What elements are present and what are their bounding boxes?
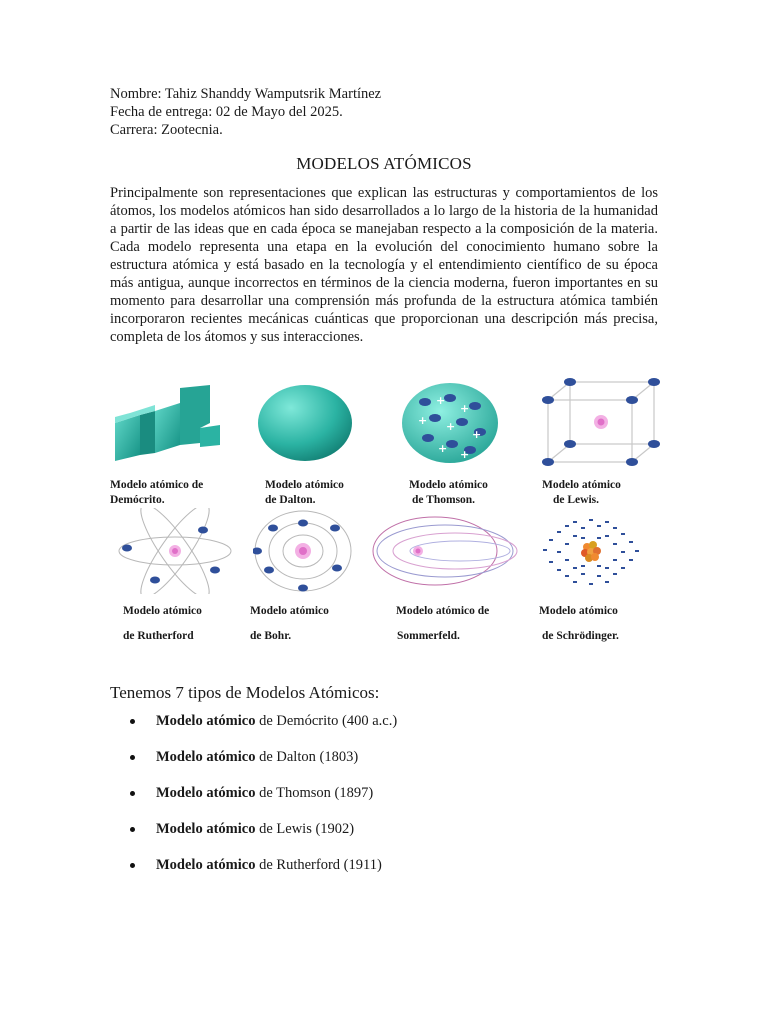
svg-text:+: + — [472, 428, 482, 441]
caption-lewis: Modelo atómico de Lewis. — [542, 479, 621, 506]
caption-sommerfeld-2: Sommerfeld. — [397, 630, 460, 642]
schrodinger-cloud-icon — [535, 513, 665, 589]
democritus-blocks-icon — [110, 383, 240, 465]
svg-text:+: + — [460, 402, 470, 415]
career: Carrera: Zootecnia. — [110, 122, 223, 138]
caption-dalton: Modelo atómico de Dalton. — [265, 479, 344, 506]
bullet-icon — [130, 719, 135, 724]
caption-thomson: Modelo atómico de Thomson. — [409, 479, 488, 506]
intro-paragraph: Principalmente son representaciones que explican las estructuras y comportamientos de los átomos, los modelos atómicos han sido desarrollados a lo largo de la historia de la humanidad a partir de las ideas que en cada época se manejaban respecto a la composición de la materia. Cada modelo representa una etapa en la evolución del conocimiento humano sobre la estructura atómica y está basado en la tecnología y el entendimiento científico de su época más antigua, aunque incorrectos en términos de la ciencia moderna, fueron importantes en su momento para desarrollar una comprensión más profunda de la estructura atómica también incorporaron recientes mecánicas cuánticas que proporcionan una descripción más precisa, completa de los átomos y sus interacciones. — [110, 185, 658, 345]
list-item: Modelo atómico de Thomson (1897) — [130, 782, 397, 818]
bullet-icon — [130, 791, 135, 796]
thomson-pudding-icon — [400, 380, 530, 466]
bullet-icon — [130, 863, 135, 868]
section-title: Tenemos 7 tipos de Modelos Atómicos: — [110, 683, 380, 702]
bullet-icon — [130, 827, 135, 832]
rutherford-orbits-icon — [115, 508, 245, 594]
models-list — [130, 710, 397, 890]
bullet-icon — [130, 755, 135, 760]
header-block — [110, 85, 381, 139]
caption-rutherford-2: de Rutherford — [123, 630, 194, 642]
caption-bohr-1: Modelo atómico — [250, 605, 329, 617]
models-figure — [105, 378, 665, 648]
sommerfeld-ellipses-icon — [370, 513, 500, 589]
caption-rutherford-1: Modelo atómico — [123, 605, 202, 617]
caption-schrodinger-1: Modelo atómico — [539, 605, 618, 617]
document-title: MODELOS ATÓMICOS — [296, 154, 472, 173]
lewis-cube-icon — [540, 378, 670, 468]
due-date: Fecha de entrega: 02 de Mayo del 2025. — [110, 104, 343, 120]
svg-text:+: + — [460, 448, 470, 461]
svg-text:+: + — [436, 394, 446, 407]
student-name: Nombre: Tahiz Shanddy Wamputsrik Martínez — [110, 86, 382, 102]
svg-text:+: + — [446, 420, 456, 433]
caption-bohr-2: de Bohr. — [250, 630, 292, 642]
svg-text:+: + — [438, 442, 448, 455]
svg-text:+: + — [418, 414, 428, 427]
bohr-rings-icon — [253, 508, 383, 594]
caption-schrodinger-2: de Schrödinger. — [542, 630, 619, 642]
list-item: Modelo atómico de Lewis (1902) — [130, 818, 397, 854]
list-item: Modelo atómico de Demócrito (400 a.c.) — [130, 710, 397, 746]
caption-democrito: Modelo atómico de Demócrito. — [110, 479, 204, 506]
dalton-sphere-icon — [255, 383, 385, 465]
list-item: Modelo atómico de Dalton (1803) — [130, 746, 397, 782]
caption-sommerfeld-1: Modelo atómico de — [396, 605, 490, 617]
list-item: Modelo atómico de Rutherford (1911) — [130, 854, 397, 890]
